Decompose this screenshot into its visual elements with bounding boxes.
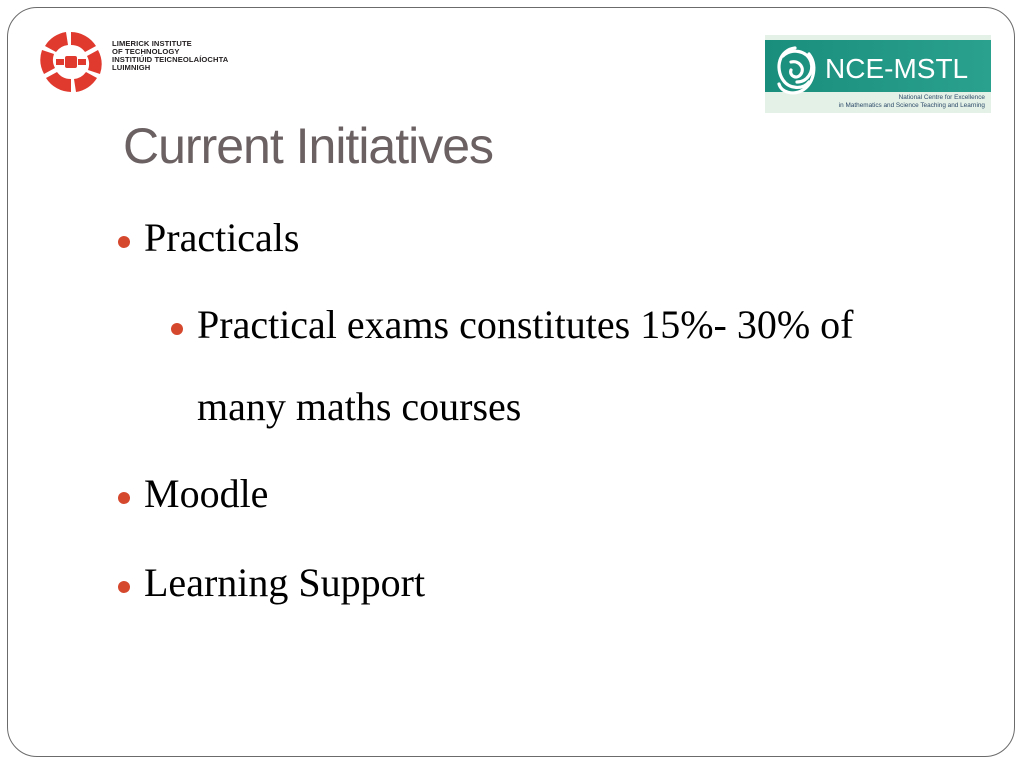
bullet-dot-icon bbox=[118, 581, 130, 593]
slide bbox=[7, 7, 1015, 757]
nce-logo-title: NCE-MSTL bbox=[825, 53, 969, 84]
nce-logo-subtitle-line: National Centre for Excellence bbox=[898, 94, 985, 101]
bullet-list bbox=[8, 8, 1016, 758]
slide-title: Current Initiatives bbox=[123, 118, 494, 174]
bullet-dot-icon bbox=[118, 492, 130, 504]
sub-bullet-text-line2: many maths courses bbox=[197, 384, 522, 429]
lit-logo-line: LUIMNIGH bbox=[112, 63, 151, 72]
bullet-text: Moodle bbox=[144, 471, 269, 516]
bullet-text: Learning Support bbox=[144, 560, 426, 605]
nce-logo-subtitle-line: in Mathematics and Science Teaching and Learning bbox=[838, 102, 985, 109]
bullet-text: Practicals bbox=[144, 215, 300, 260]
bullet-dot-icon bbox=[118, 236, 130, 248]
lit-logo-line: LIMERICK INSTITUTE bbox=[112, 39, 192, 48]
lit-logo-line: OF TECHNOLOGY bbox=[112, 47, 180, 56]
sub-bullet-dot-icon bbox=[171, 323, 183, 335]
lit-logo-line: INSTITIÚID TEICNEOLAÍOCHTA bbox=[112, 55, 229, 64]
sub-bullet-text-line1: Practical exams constitutes 15%- 30% of bbox=[197, 302, 854, 347]
